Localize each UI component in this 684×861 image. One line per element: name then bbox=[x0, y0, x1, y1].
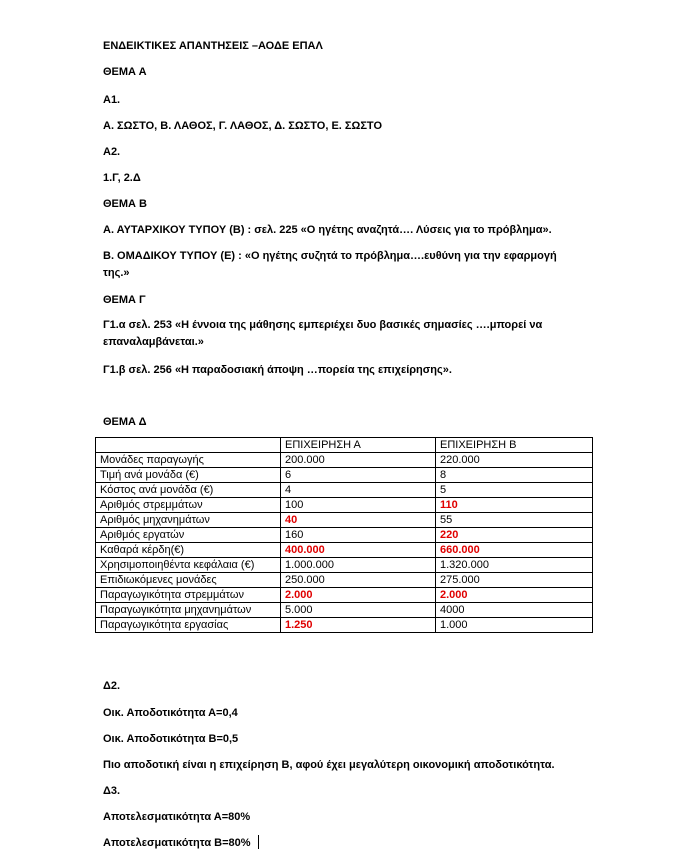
table-cell: 110 bbox=[436, 498, 593, 513]
row-label-cell: Τιμή ανά μονάδα (€) bbox=[96, 468, 281, 483]
answer-b-a: Α. ΑΥΤΑΡΧΙΚΟΥ ΤΥΠΟΥ (Β) : σελ. 225 «Ο ηγέτης αναζητά…. Λύσεις για το πρόβλημα». bbox=[103, 224, 552, 236]
table-cell: 1.320.000 bbox=[436, 558, 593, 573]
table-cell: 40 bbox=[281, 513, 436, 528]
answer-d2-line3: Πιο αποδοτική είναι η επιχείρηση Β, αφού έχει μεγαλύτερη οικονομική αποδοτικότητα. bbox=[103, 759, 555, 771]
table-header-cell: ΕΠΙΧΕΙΡΗΣΗ Β bbox=[436, 438, 593, 453]
table-row bbox=[96, 558, 593, 573]
document-title: ΕΝΔΕΙΚΤΙΚΕΣ ΑΠΑΝΤΗΣΕΙΣ –ΑΟΔΕ ΕΠΑΛ bbox=[103, 40, 323, 52]
table-row bbox=[96, 528, 593, 543]
row-label-cell: Καθαρά κέρδη(€) bbox=[96, 543, 281, 558]
table-row bbox=[96, 543, 593, 558]
table-row bbox=[96, 453, 593, 468]
answer-c1a: Γ1.α σελ. 253 «Η έννοια της μάθησης εμπεριέχει δυο βασικές σημασίες ….μπορεί να επαναλαμβάνεται.» bbox=[103, 319, 543, 348]
answer-d3-line1: Αποτελεσματικότητα Α=80% bbox=[103, 811, 251, 823]
table-row bbox=[96, 573, 593, 588]
table-cell: 6 bbox=[281, 468, 436, 483]
table-row bbox=[96, 603, 593, 618]
table-cell: 1.250 bbox=[281, 618, 436, 633]
row-label-cell: Χρησιμοποιηθέντα κεφάλαια (€) bbox=[96, 558, 281, 573]
question-label-d2: Δ2. bbox=[103, 680, 121, 692]
answer-a2: 1.Γ, 2.Δ bbox=[103, 172, 141, 184]
table-header-row bbox=[96, 438, 593, 453]
table-cell: 220 bbox=[436, 528, 593, 543]
text-cursor bbox=[258, 835, 259, 849]
row-label-cell: Παραγωγικότητα στρεμμάτων bbox=[96, 588, 281, 603]
table-cell: 400.000 bbox=[281, 543, 436, 558]
table-cell: 2.000 bbox=[436, 588, 593, 603]
question-label-d3: Δ3. bbox=[103, 785, 121, 797]
table-cell: 4 bbox=[281, 483, 436, 498]
table-cell: 100 bbox=[281, 498, 436, 513]
row-label-cell: Παραγωγικότητα εργασίας bbox=[96, 618, 281, 633]
row-label-cell: Επιδιωκόμενες μονάδες bbox=[96, 573, 281, 588]
section-heading-thema-a: ΘΕΜΑ Α bbox=[103, 66, 147, 78]
table-cell: 5.000 bbox=[281, 603, 436, 618]
table-cell: 2.000 bbox=[281, 588, 436, 603]
table-cell: 660.000 bbox=[436, 543, 593, 558]
table-cell: 275.000 bbox=[436, 573, 593, 588]
table-cell: 250.000 bbox=[281, 573, 436, 588]
answer-d3-line2: Αποτελεσματικότητα Β=80% bbox=[103, 837, 251, 849]
row-label-cell: Μονάδες παραγωγής bbox=[96, 453, 281, 468]
table-cell: 4000 bbox=[436, 603, 593, 618]
table-cell: 200.000 bbox=[281, 453, 436, 468]
row-label-cell: Αριθμός στρεμμάτων bbox=[96, 498, 281, 513]
table-row bbox=[96, 618, 593, 633]
table-row bbox=[96, 513, 593, 528]
row-label-cell: Παραγωγικότητα μηχανημάτων bbox=[96, 603, 281, 618]
table-cell: 5 bbox=[436, 483, 593, 498]
table-header-cell bbox=[96, 438, 281, 453]
table-cell: 55 bbox=[436, 513, 593, 528]
answer-a1: Α. ΣΩΣΤΟ, Β. ΛΑΘΟΣ, Γ. ΛΑΘΟΣ, Δ. ΣΩΣΤΟ, Ε. ΣΩΣΤΟ bbox=[103, 120, 383, 132]
table-cell: 8 bbox=[436, 468, 593, 483]
section-heading-thema-d: ΘΕΜΑ Δ bbox=[103, 416, 147, 428]
section-heading-thema-b: ΘΕΜΑ Β bbox=[103, 198, 147, 210]
table-cell: 1.000 bbox=[436, 618, 593, 633]
table-header-cell: ΕΠΙΧΕΙΡΗΣΗ Α bbox=[281, 438, 436, 453]
table-row bbox=[96, 483, 593, 498]
answer-c1b: Γ1.β σελ. 256 «Η παραδοσιακή άποψη …πορεία της επιχείρησης». bbox=[103, 364, 452, 376]
table-row bbox=[96, 468, 593, 483]
data-table bbox=[95, 437, 593, 633]
answer-d2-line1: Οικ. Αποδοτικότητα Α=0,4 bbox=[103, 707, 238, 719]
row-label-cell: Κόστος ανά μονάδα (€) bbox=[96, 483, 281, 498]
answer-d2-line2: Οικ. Αποδοτικότητα Β=0,5 bbox=[103, 733, 239, 745]
table-cell: 160 bbox=[281, 528, 436, 543]
answer-b-b: Β. ΟΜΑΔΙΚΟΥ ΤΥΠΟΥ (Ε) : «Ο ηγέτης συζητά το πρόβλημα….ευθύνη για την εφαρμογή της.» bbox=[103, 250, 557, 279]
question-label-a1: Α1. bbox=[103, 94, 121, 106]
table-cell: 1.000.000 bbox=[281, 558, 436, 573]
row-label-cell: Αριθμός μηχανημάτων bbox=[96, 513, 281, 528]
table-cell: 220.000 bbox=[436, 453, 593, 468]
question-label-a2: Α2. bbox=[103, 146, 121, 158]
row-label-cell: Αριθμός εργατών bbox=[96, 528, 281, 543]
table-row bbox=[96, 588, 593, 603]
section-heading-thema-c: ΘΕΜΑ Γ bbox=[103, 294, 146, 306]
table-row bbox=[96, 498, 593, 513]
